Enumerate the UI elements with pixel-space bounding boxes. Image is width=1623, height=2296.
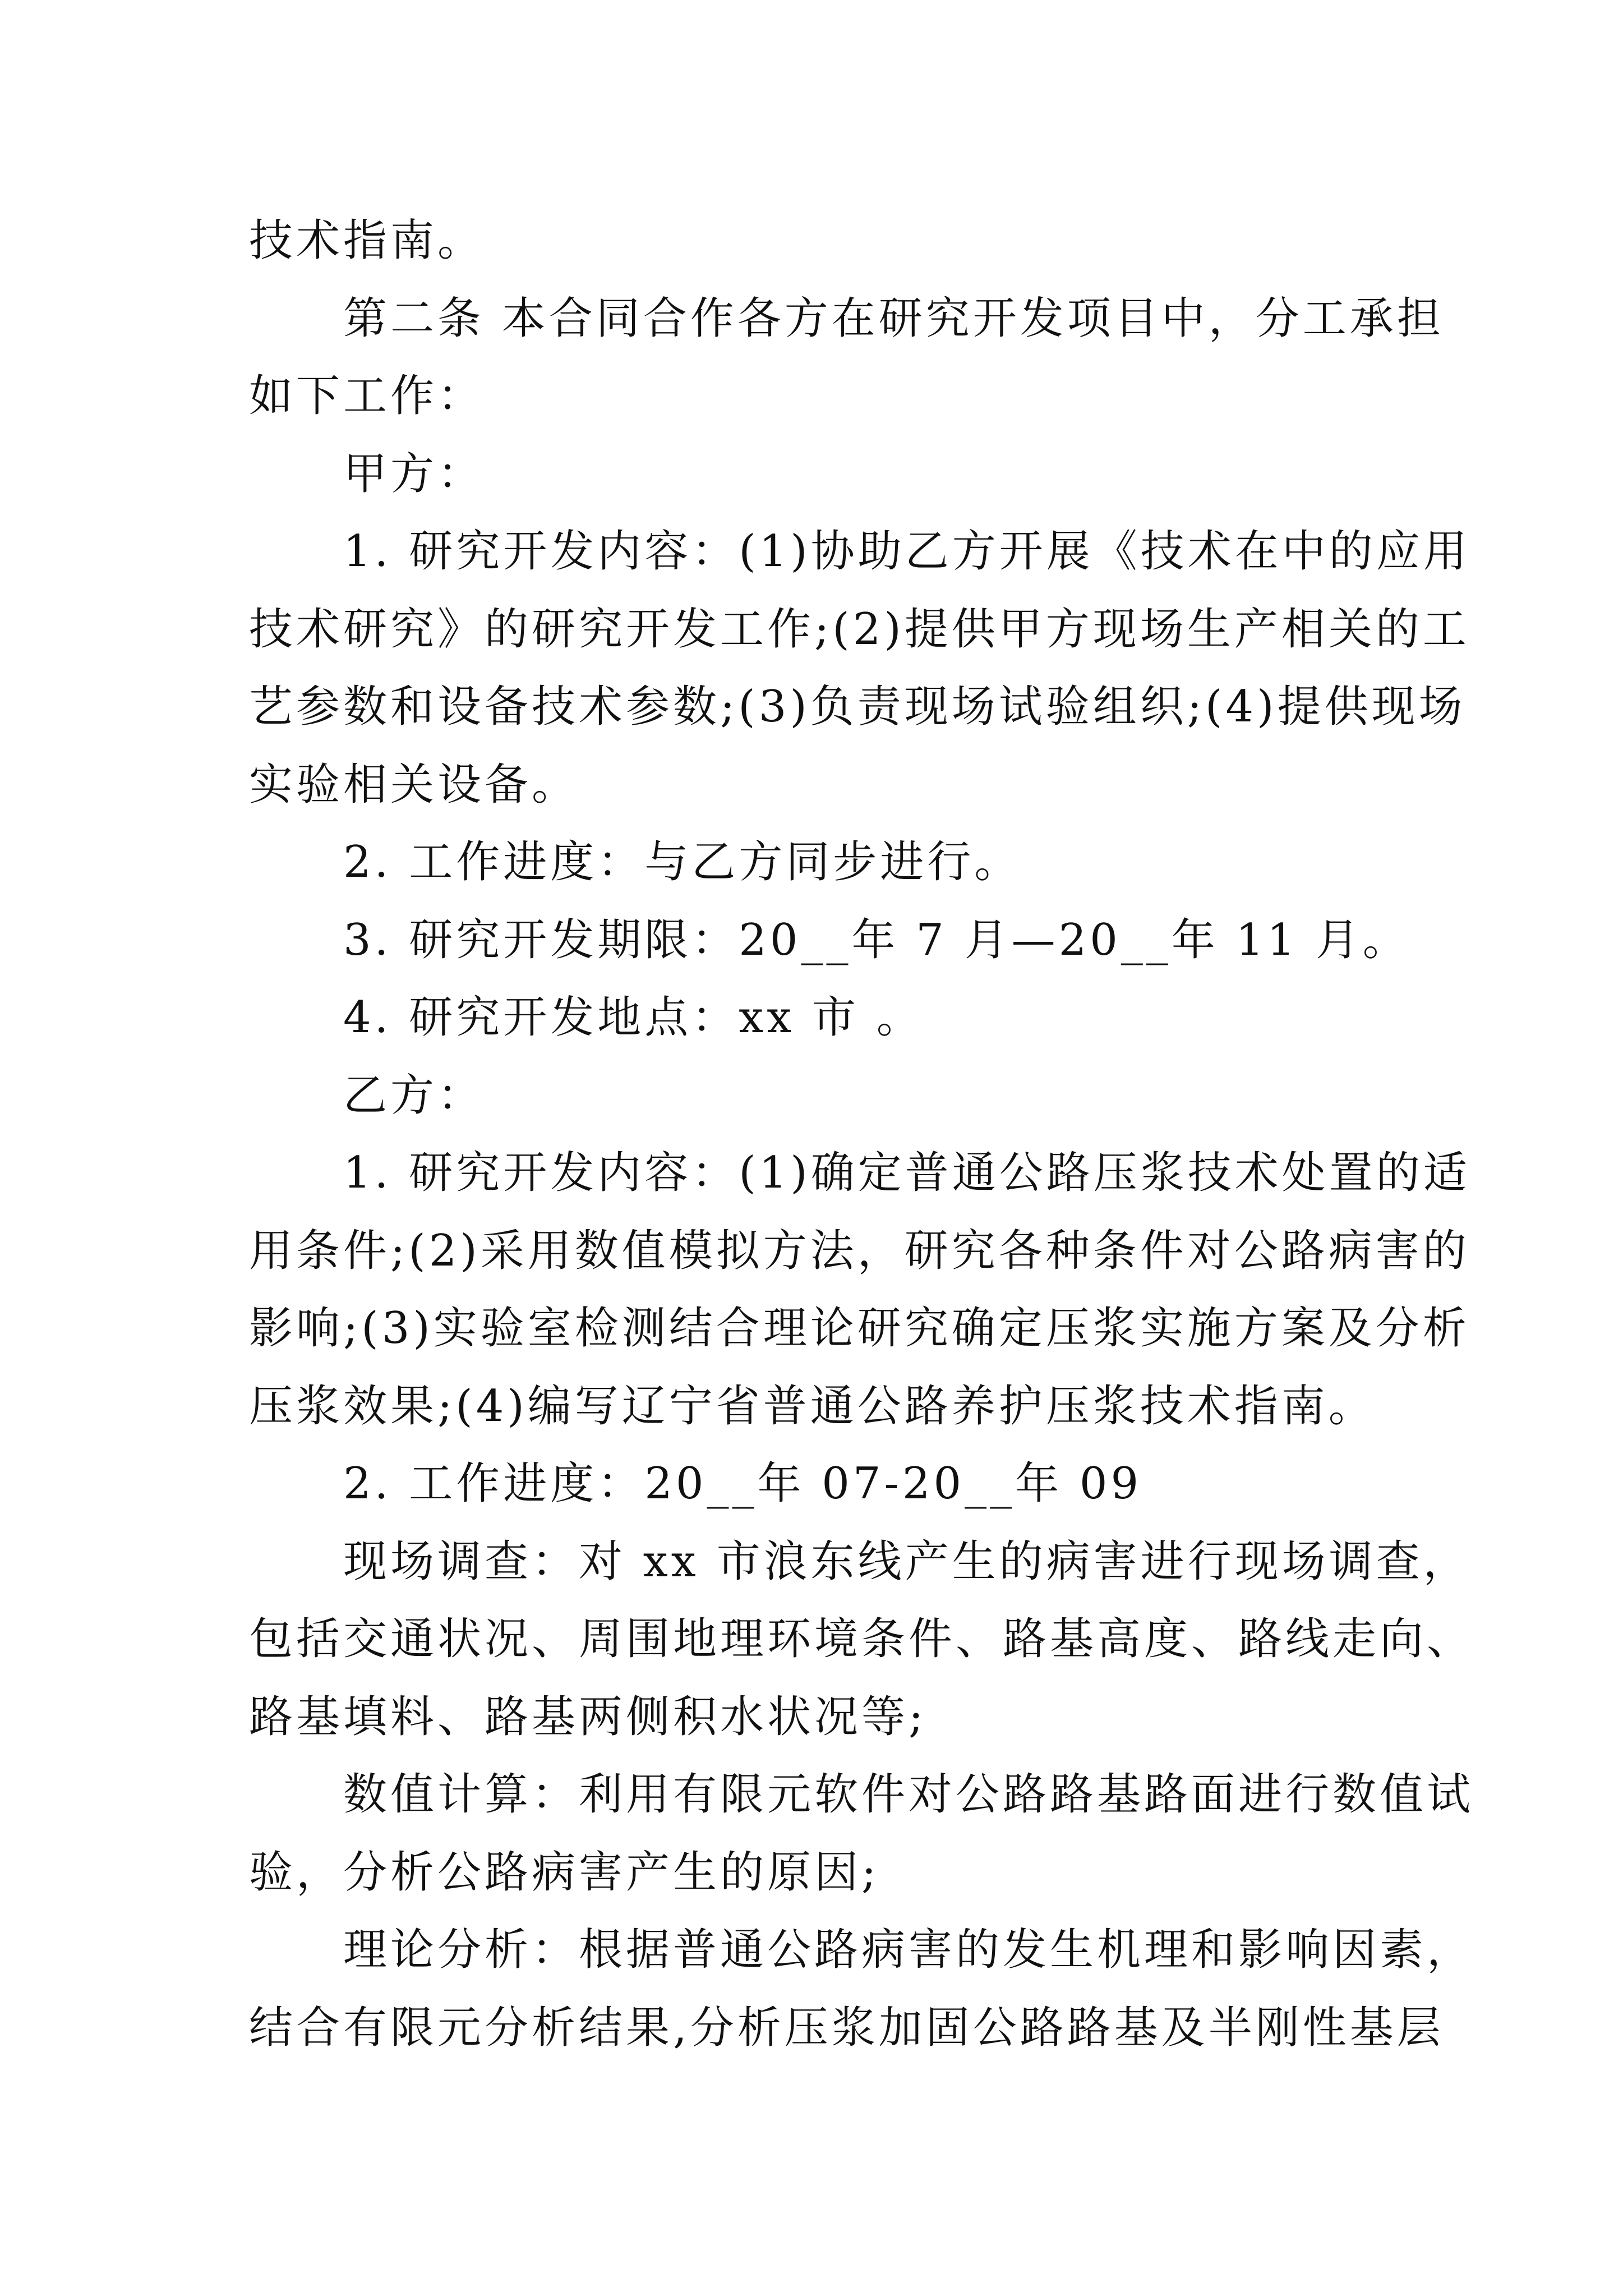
- text-line: 压浆效果;(4)编写辽宁省普通公路养护压浆技术指南。: [249, 1381, 1376, 1432]
- text-line: 理论分析：根据普通公路病害的发生机理和影响因素，: [343, 1925, 1474, 1975]
- text-line: 影响;(3)实验室检测结合理论研究确定压浆实施方案及分析: [249, 1303, 1470, 1354]
- text-line: 2. 工作进度：20__年 07-20__年 09: [343, 1458, 1142, 1509]
- text-line: 艺参数和设备技术参数;(3)负责现场试验组织;(4)提供现场: [249, 682, 1466, 732]
- text-line: 包括交通状况、周围地理环境条件、路基高度、路线走向、: [249, 1614, 1474, 1664]
- text-line: 4. 研究开发地点：xx 市 。: [343, 992, 924, 1043]
- text-line: 技术研究》的研究开发工作;(2)提供甲方现场生产相关的工: [249, 604, 1470, 655]
- text-line: 2. 工作进度：与乙方同步进行。: [343, 837, 1022, 887]
- section-heading-party-a: 甲方：: [343, 448, 485, 499]
- text-line: 实验相关设备。: [249, 759, 579, 810]
- text-line: 1. 研究开发内容：(1)确定普通公路压浆技术处置的适: [343, 1148, 1470, 1198]
- section-heading-party-b: 乙方：: [343, 1070, 485, 1121]
- text-line: 如下工作：: [249, 371, 485, 421]
- text-line: 技术指南。: [249, 215, 485, 266]
- text-line: 路基填料、路基两侧积水状况等;: [249, 1691, 927, 1742]
- text-line: 1. 研究开发内容：(1)协助乙方开展《技术在中的应用: [343, 526, 1470, 577]
- text-line: 数值计算：利用有限元软件对公路路基路面进行数值试: [343, 1769, 1474, 1820]
- text-line: 结合有限元分析结果,分析压浆加固公路路基及半刚性基层: [249, 2002, 1444, 2053]
- document-body: [249, 202, 1474, 2067]
- text-line: 现场调查：对 xx 市浪东线产生的病害进行现场调查，: [343, 1536, 1470, 1587]
- text-line: 验，分析公路病害产生的原因;: [249, 1847, 880, 1898]
- text-line: 用条件;(2)采用数值模拟方法，研究各种条件对公路病害的: [249, 1225, 1470, 1276]
- text-line: 3. 研究开发期限：20__年 7 月—20__年 11 月。: [343, 914, 1410, 965]
- text-line: 第二条 本合同合作各方在研究开发项目中，分工承担: [343, 293, 1444, 344]
